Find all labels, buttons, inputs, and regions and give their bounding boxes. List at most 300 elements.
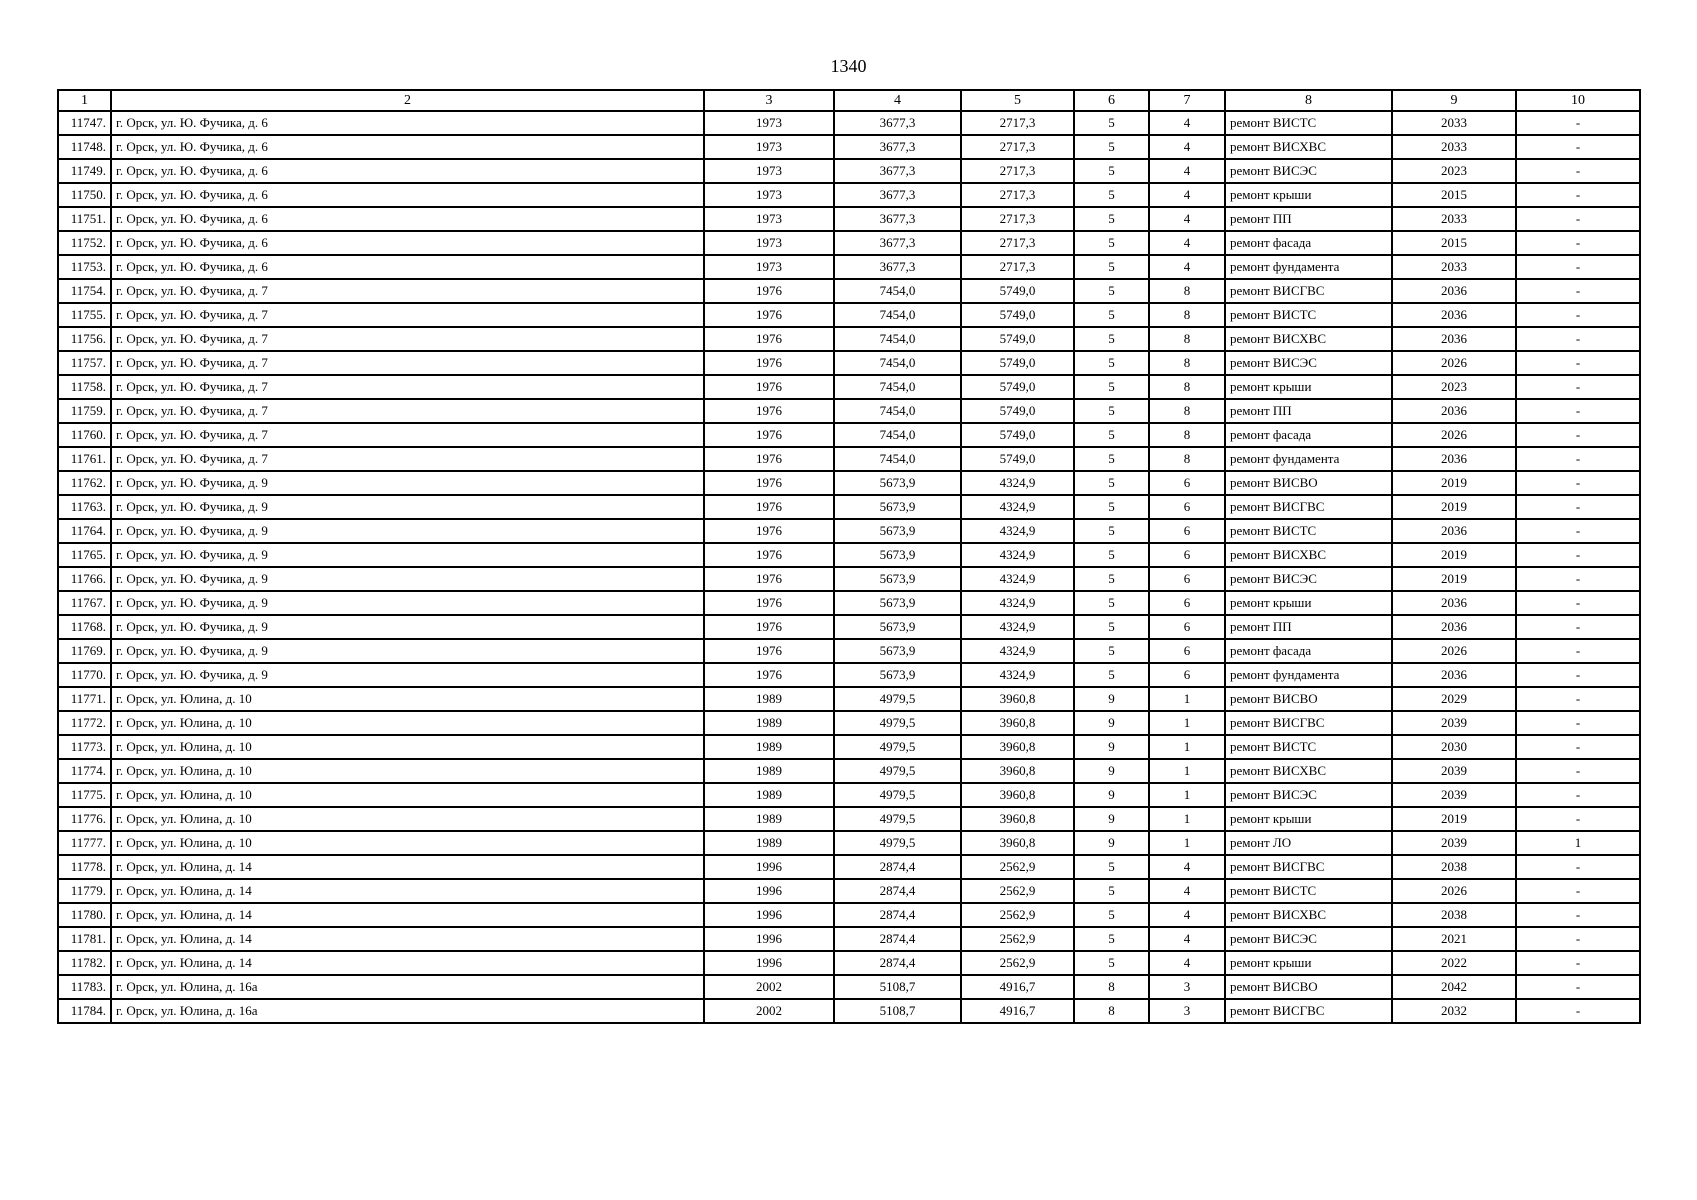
floors-cell: 9 (1074, 807, 1149, 831)
table-row (58, 591, 1640, 615)
year-built-cell: 1996 (704, 927, 834, 951)
total-area-cell: 2874,4 (834, 855, 961, 879)
work-type-cell: ремонт ВИСХВС (1225, 543, 1392, 567)
living-area-cell: 2717,3 (961, 135, 1074, 159)
table-row (58, 327, 1640, 351)
work-type-cell: ремонт ВИСВО (1225, 687, 1392, 711)
repair-schedule-table (57, 89, 1641, 1024)
note-cell: - (1516, 351, 1640, 375)
planned-year-cell: 2029 (1392, 687, 1516, 711)
entrances-cell: 3 (1149, 975, 1225, 999)
row-number-cell: 11778. (58, 855, 111, 879)
floors-cell: 9 (1074, 687, 1149, 711)
entrances-cell: 8 (1149, 303, 1225, 327)
entrances-cell: 4 (1149, 183, 1225, 207)
total-area-cell: 3677,3 (834, 231, 961, 255)
work-type-cell: ремонт ПП (1225, 399, 1392, 423)
column-header-3: 3 (704, 90, 834, 111)
total-area-cell: 7454,0 (834, 303, 961, 327)
address-cell: г. Орск, ул. Юлина, д. 14 (111, 855, 704, 879)
note-cell: - (1516, 975, 1640, 999)
note-cell: - (1516, 663, 1640, 687)
work-type-cell: ремонт фундамента (1225, 447, 1392, 471)
total-area-cell: 5673,9 (834, 567, 961, 591)
year-built-cell: 1976 (704, 591, 834, 615)
living-area-cell: 2562,9 (961, 855, 1074, 879)
work-type-cell: ремонт ВИСЭС (1225, 927, 1392, 951)
total-area-cell: 3677,3 (834, 159, 961, 183)
table-row (58, 855, 1640, 879)
entrances-cell: 1 (1149, 687, 1225, 711)
work-type-cell: ремонт ВИСГВС (1225, 711, 1392, 735)
work-type-cell: ремонт ПП (1225, 207, 1392, 231)
column-header-8: 8 (1225, 90, 1392, 111)
planned-year-cell: 2015 (1392, 231, 1516, 255)
address-cell: г. Орск, ул. Ю. Фучика, д. 9 (111, 567, 704, 591)
floors-cell: 5 (1074, 207, 1149, 231)
work-type-cell: ремонт фасада (1225, 639, 1392, 663)
entrances-cell: 1 (1149, 735, 1225, 759)
address-cell: г. Орск, ул. Ю. Фучика, д. 7 (111, 351, 704, 375)
living-area-cell: 5749,0 (961, 423, 1074, 447)
living-area-cell: 3960,8 (961, 759, 1074, 783)
living-area-cell: 4916,7 (961, 975, 1074, 999)
row-number-cell: 11755. (58, 303, 111, 327)
work-type-cell: ремонт ВИСТС (1225, 519, 1392, 543)
table-row (58, 783, 1640, 807)
year-built-cell: 1976 (704, 519, 834, 543)
note-cell: - (1516, 231, 1640, 255)
row-number-cell: 11764. (58, 519, 111, 543)
floors-cell: 5 (1074, 255, 1149, 279)
address-cell: г. Орск, ул. Ю. Фучика, д. 9 (111, 495, 704, 519)
row-number-cell: 11772. (58, 711, 111, 735)
note-cell: - (1516, 135, 1640, 159)
total-area-cell: 5673,9 (834, 471, 961, 495)
table-row (58, 351, 1640, 375)
row-number-cell: 11766. (58, 567, 111, 591)
total-area-cell: 5673,9 (834, 495, 961, 519)
year-built-cell: 1973 (704, 207, 834, 231)
total-area-cell: 4979,5 (834, 807, 961, 831)
entrances-cell: 6 (1149, 543, 1225, 567)
work-type-cell: ремонт ВИСХВС (1225, 327, 1392, 351)
floors-cell: 5 (1074, 399, 1149, 423)
row-number-cell: 11771. (58, 687, 111, 711)
address-cell: г. Орск, ул. Ю. Фучика, д. 6 (111, 159, 704, 183)
total-area-cell: 5108,7 (834, 999, 961, 1023)
row-number-cell: 11747. (58, 111, 111, 135)
living-area-cell: 3960,8 (961, 687, 1074, 711)
entrances-cell: 4 (1149, 231, 1225, 255)
year-built-cell: 1973 (704, 255, 834, 279)
table-row (58, 807, 1640, 831)
total-area-cell: 3677,3 (834, 111, 961, 135)
row-number-cell: 11753. (58, 255, 111, 279)
total-area-cell: 3677,3 (834, 183, 961, 207)
total-area-cell: 5673,9 (834, 591, 961, 615)
planned-year-cell: 2032 (1392, 999, 1516, 1023)
floors-cell: 5 (1074, 159, 1149, 183)
total-area-cell: 4979,5 (834, 735, 961, 759)
living-area-cell: 2562,9 (961, 951, 1074, 975)
year-built-cell: 1976 (704, 495, 834, 519)
row-number-cell: 11773. (58, 735, 111, 759)
table-row (58, 951, 1640, 975)
address-cell: г. Орск, ул. Ю. Фучика, д. 6 (111, 111, 704, 135)
address-cell: г. Орск, ул. Ю. Фучика, д. 6 (111, 183, 704, 207)
floors-cell: 8 (1074, 999, 1149, 1023)
row-number-cell: 11775. (58, 783, 111, 807)
row-number-cell: 11761. (58, 447, 111, 471)
year-built-cell: 1989 (704, 687, 834, 711)
entrances-cell: 3 (1149, 999, 1225, 1023)
floors-cell: 5 (1074, 879, 1149, 903)
entrances-cell: 4 (1149, 111, 1225, 135)
note-cell: 1 (1516, 831, 1640, 855)
entrances-cell: 6 (1149, 495, 1225, 519)
entrances-cell: 6 (1149, 591, 1225, 615)
year-built-cell: 1996 (704, 951, 834, 975)
total-area-cell: 7454,0 (834, 327, 961, 351)
year-built-cell: 1976 (704, 375, 834, 399)
table-row (58, 831, 1640, 855)
total-area-cell: 5673,9 (834, 543, 961, 567)
address-cell: г. Орск, ул. Юлина, д. 14 (111, 927, 704, 951)
column-header-10: 10 (1516, 90, 1640, 111)
planned-year-cell: 2039 (1392, 711, 1516, 735)
address-cell: г. Орск, ул. Юлина, д. 10 (111, 759, 704, 783)
living-area-cell: 5749,0 (961, 399, 1074, 423)
address-cell: г. Орск, ул. Ю. Фучика, д. 6 (111, 135, 704, 159)
year-built-cell: 1973 (704, 231, 834, 255)
planned-year-cell: 2042 (1392, 975, 1516, 999)
address-cell: г. Орск, ул. Ю. Фучика, д. 9 (111, 615, 704, 639)
living-area-cell: 2562,9 (961, 927, 1074, 951)
address-cell: г. Орск, ул. Ю. Фучика, д. 9 (111, 471, 704, 495)
year-built-cell: 1976 (704, 543, 834, 567)
year-built-cell: 1973 (704, 183, 834, 207)
living-area-cell: 2717,3 (961, 111, 1074, 135)
total-area-cell: 5108,7 (834, 975, 961, 999)
year-built-cell: 1976 (704, 327, 834, 351)
note-cell: - (1516, 327, 1640, 351)
floors-cell: 5 (1074, 279, 1149, 303)
table-row (58, 903, 1640, 927)
address-cell: г. Орск, ул. Юлина, д. 16а (111, 999, 704, 1023)
table-row (58, 879, 1640, 903)
living-area-cell: 4324,9 (961, 663, 1074, 687)
entrances-cell: 4 (1149, 159, 1225, 183)
year-built-cell: 1973 (704, 159, 834, 183)
floors-cell: 5 (1074, 567, 1149, 591)
entrances-cell: 1 (1149, 807, 1225, 831)
row-number-cell: 11782. (58, 951, 111, 975)
entrances-cell: 1 (1149, 759, 1225, 783)
row-number-cell: 11750. (58, 183, 111, 207)
planned-year-cell: 2036 (1392, 399, 1516, 423)
work-type-cell: ремонт крыши (1225, 591, 1392, 615)
year-built-cell: 1976 (704, 567, 834, 591)
planned-year-cell: 2039 (1392, 831, 1516, 855)
work-type-cell: ремонт ВИСЭС (1225, 783, 1392, 807)
note-cell: - (1516, 783, 1640, 807)
planned-year-cell: 2026 (1392, 639, 1516, 663)
floors-cell: 9 (1074, 831, 1149, 855)
total-area-cell: 2874,4 (834, 951, 961, 975)
work-type-cell: ремонт ВИСТС (1225, 735, 1392, 759)
note-cell: - (1516, 375, 1640, 399)
planned-year-cell: 2023 (1392, 375, 1516, 399)
table-row (58, 375, 1640, 399)
address-cell: г. Орск, ул. Ю. Фучика, д. 7 (111, 447, 704, 471)
planned-year-cell: 2033 (1392, 135, 1516, 159)
row-number-cell: 11768. (58, 615, 111, 639)
total-area-cell: 5673,9 (834, 615, 961, 639)
row-number-cell: 11762. (58, 471, 111, 495)
note-cell: - (1516, 591, 1640, 615)
year-built-cell: 1996 (704, 855, 834, 879)
planned-year-cell: 2019 (1392, 495, 1516, 519)
row-number-cell: 11756. (58, 327, 111, 351)
planned-year-cell: 2023 (1392, 159, 1516, 183)
living-area-cell: 3960,8 (961, 735, 1074, 759)
floors-cell: 5 (1074, 663, 1149, 687)
entrances-cell: 4 (1149, 927, 1225, 951)
floors-cell: 5 (1074, 183, 1149, 207)
work-type-cell: ремонт крыши (1225, 183, 1392, 207)
planned-year-cell: 2036 (1392, 327, 1516, 351)
planned-year-cell: 2036 (1392, 279, 1516, 303)
floors-cell: 9 (1074, 711, 1149, 735)
planned-year-cell: 2036 (1392, 303, 1516, 327)
living-area-cell: 2717,3 (961, 207, 1074, 231)
work-type-cell: ремонт ВИСГВС (1225, 999, 1392, 1023)
work-type-cell: ремонт фасада (1225, 423, 1392, 447)
floors-cell: 9 (1074, 783, 1149, 807)
living-area-cell: 3960,8 (961, 711, 1074, 735)
row-number-cell: 11751. (58, 207, 111, 231)
work-type-cell: ремонт ПП (1225, 615, 1392, 639)
floors-cell: 5 (1074, 591, 1149, 615)
living-area-cell: 2717,3 (961, 183, 1074, 207)
floors-cell: 5 (1074, 903, 1149, 927)
total-area-cell: 4979,5 (834, 831, 961, 855)
address-cell: г. Орск, ул. Ю. Фучика, д. 7 (111, 279, 704, 303)
address-cell: г. Орск, ул. Юлина, д. 10 (111, 807, 704, 831)
living-area-cell: 2562,9 (961, 879, 1074, 903)
planned-year-cell: 2030 (1392, 735, 1516, 759)
total-area-cell: 3677,3 (834, 207, 961, 231)
table-row (58, 639, 1640, 663)
note-cell: - (1516, 471, 1640, 495)
living-area-cell: 5749,0 (961, 351, 1074, 375)
address-cell: г. Орск, ул. Юлина, д. 10 (111, 783, 704, 807)
address-cell: г. Орск, ул. Ю. Фучика, д. 7 (111, 303, 704, 327)
note-cell: - (1516, 639, 1640, 663)
table-row (58, 471, 1640, 495)
row-number-cell: 11754. (58, 279, 111, 303)
year-built-cell: 1989 (704, 759, 834, 783)
entrances-cell: 8 (1149, 279, 1225, 303)
living-area-cell: 5749,0 (961, 279, 1074, 303)
table-row (58, 519, 1640, 543)
living-area-cell: 2562,9 (961, 903, 1074, 927)
note-cell: - (1516, 183, 1640, 207)
floors-cell: 5 (1074, 543, 1149, 567)
row-number-cell: 11769. (58, 639, 111, 663)
year-built-cell: 1973 (704, 135, 834, 159)
note-cell: - (1516, 543, 1640, 567)
work-type-cell: ремонт крыши (1225, 375, 1392, 399)
column-header-6: 6 (1074, 90, 1149, 111)
total-area-cell: 7454,0 (834, 423, 961, 447)
year-built-cell: 1976 (704, 615, 834, 639)
row-number-cell: 11774. (58, 759, 111, 783)
work-type-cell: ремонт ВИСГВС (1225, 855, 1392, 879)
table-row (58, 711, 1640, 735)
table-row (58, 567, 1640, 591)
year-built-cell: 1976 (704, 471, 834, 495)
address-cell: г. Орск, ул. Ю. Фучика, д. 7 (111, 375, 704, 399)
note-cell: - (1516, 207, 1640, 231)
address-cell: г. Орск, ул. Ю. Фучика, д. 6 (111, 255, 704, 279)
planned-year-cell: 2039 (1392, 759, 1516, 783)
entrances-cell: 6 (1149, 567, 1225, 591)
work-type-cell: ремонт ВИСТС (1225, 111, 1392, 135)
note-cell: - (1516, 855, 1640, 879)
total-area-cell: 7454,0 (834, 279, 961, 303)
table-row (58, 399, 1640, 423)
planned-year-cell: 2019 (1392, 807, 1516, 831)
planned-year-cell: 2019 (1392, 567, 1516, 591)
planned-year-cell: 2036 (1392, 615, 1516, 639)
address-cell: г. Орск, ул. Юлина, д. 14 (111, 903, 704, 927)
address-cell: г. Орск, ул. Юлина, д. 10 (111, 831, 704, 855)
row-number-cell: 11770. (58, 663, 111, 687)
floors-cell: 5 (1074, 495, 1149, 519)
address-cell: г. Орск, ул. Ю. Фучика, д. 9 (111, 519, 704, 543)
floors-cell: 5 (1074, 135, 1149, 159)
work-type-cell: ремонт ВИСЭС (1225, 567, 1392, 591)
total-area-cell: 7454,0 (834, 375, 961, 399)
address-cell: г. Орск, ул. Ю. Фучика, д. 6 (111, 231, 704, 255)
row-number-cell: 11757. (58, 351, 111, 375)
total-area-cell: 2874,4 (834, 927, 961, 951)
page-number: 1340 (830, 56, 867, 76)
work-type-cell: ремонт ВИСГВС (1225, 495, 1392, 519)
entrances-cell: 6 (1149, 615, 1225, 639)
floors-cell: 5 (1074, 447, 1149, 471)
column-header-4: 4 (834, 90, 961, 111)
floors-cell: 5 (1074, 231, 1149, 255)
floors-cell: 9 (1074, 759, 1149, 783)
note-cell: - (1516, 927, 1640, 951)
total-area-cell: 5673,9 (834, 663, 961, 687)
floors-cell: 5 (1074, 111, 1149, 135)
note-cell: - (1516, 303, 1640, 327)
work-type-cell: ремонт ВИСВО (1225, 471, 1392, 495)
entrances-cell: 8 (1149, 423, 1225, 447)
planned-year-cell: 2036 (1392, 519, 1516, 543)
table-row (58, 495, 1640, 519)
year-built-cell: 1973 (704, 111, 834, 135)
living-area-cell: 4324,9 (961, 615, 1074, 639)
planned-year-cell: 2026 (1392, 879, 1516, 903)
address-cell: г. Орск, ул. Ю. Фучика, д. 6 (111, 207, 704, 231)
table-row (58, 423, 1640, 447)
table-row (58, 231, 1640, 255)
table-row (58, 183, 1640, 207)
row-number-cell: 11758. (58, 375, 111, 399)
table-row (58, 759, 1640, 783)
work-type-cell: ремонт ВИСГВС (1225, 279, 1392, 303)
living-area-cell: 4324,9 (961, 495, 1074, 519)
year-built-cell: 1989 (704, 783, 834, 807)
total-area-cell: 3677,3 (834, 255, 961, 279)
column-header-5: 5 (961, 90, 1074, 111)
work-type-cell: ремонт ВИСХВС (1225, 903, 1392, 927)
year-built-cell: 2002 (704, 975, 834, 999)
planned-year-cell: 2026 (1392, 351, 1516, 375)
column-header-9: 9 (1392, 90, 1516, 111)
note-cell: - (1516, 999, 1640, 1023)
entrances-cell: 8 (1149, 447, 1225, 471)
address-cell: г. Орск, ул. Юлина, д. 14 (111, 879, 704, 903)
column-header-1: 1 (58, 90, 111, 111)
planned-year-cell: 2038 (1392, 855, 1516, 879)
work-type-cell: ремонт ВИСТС (1225, 303, 1392, 327)
row-number-cell: 11760. (58, 423, 111, 447)
address-cell: г. Орск, ул. Юлина, д. 10 (111, 711, 704, 735)
table-row (58, 279, 1640, 303)
floors-cell: 5 (1074, 519, 1149, 543)
entrances-cell: 6 (1149, 663, 1225, 687)
entrances-cell: 4 (1149, 855, 1225, 879)
year-built-cell: 1976 (704, 399, 834, 423)
note-cell: - (1516, 519, 1640, 543)
note-cell: - (1516, 399, 1640, 423)
entrances-cell: 6 (1149, 639, 1225, 663)
total-area-cell: 4979,5 (834, 711, 961, 735)
year-built-cell: 1976 (704, 663, 834, 687)
note-cell: - (1516, 447, 1640, 471)
table-row (58, 975, 1640, 999)
row-number-cell: 11780. (58, 903, 111, 927)
row-number-cell: 11784. (58, 999, 111, 1023)
living-area-cell: 2717,3 (961, 159, 1074, 183)
column-header-7: 7 (1149, 90, 1225, 111)
row-number-cell: 11752. (58, 231, 111, 255)
note-cell: - (1516, 279, 1640, 303)
year-built-cell: 1989 (704, 807, 834, 831)
floors-cell: 5 (1074, 423, 1149, 447)
table-row (58, 111, 1640, 135)
note-cell: - (1516, 495, 1640, 519)
note-cell: - (1516, 687, 1640, 711)
planned-year-cell: 2038 (1392, 903, 1516, 927)
floors-cell: 5 (1074, 855, 1149, 879)
address-cell: г. Орск, ул. Ю. Фучика, д. 9 (111, 639, 704, 663)
living-area-cell: 2717,3 (961, 231, 1074, 255)
floors-cell: 5 (1074, 471, 1149, 495)
table-row (58, 159, 1640, 183)
entrances-cell: 4 (1149, 903, 1225, 927)
note-cell: - (1516, 711, 1640, 735)
note-cell: - (1516, 111, 1640, 135)
entrances-cell: 4 (1149, 951, 1225, 975)
entrances-cell: 4 (1149, 135, 1225, 159)
